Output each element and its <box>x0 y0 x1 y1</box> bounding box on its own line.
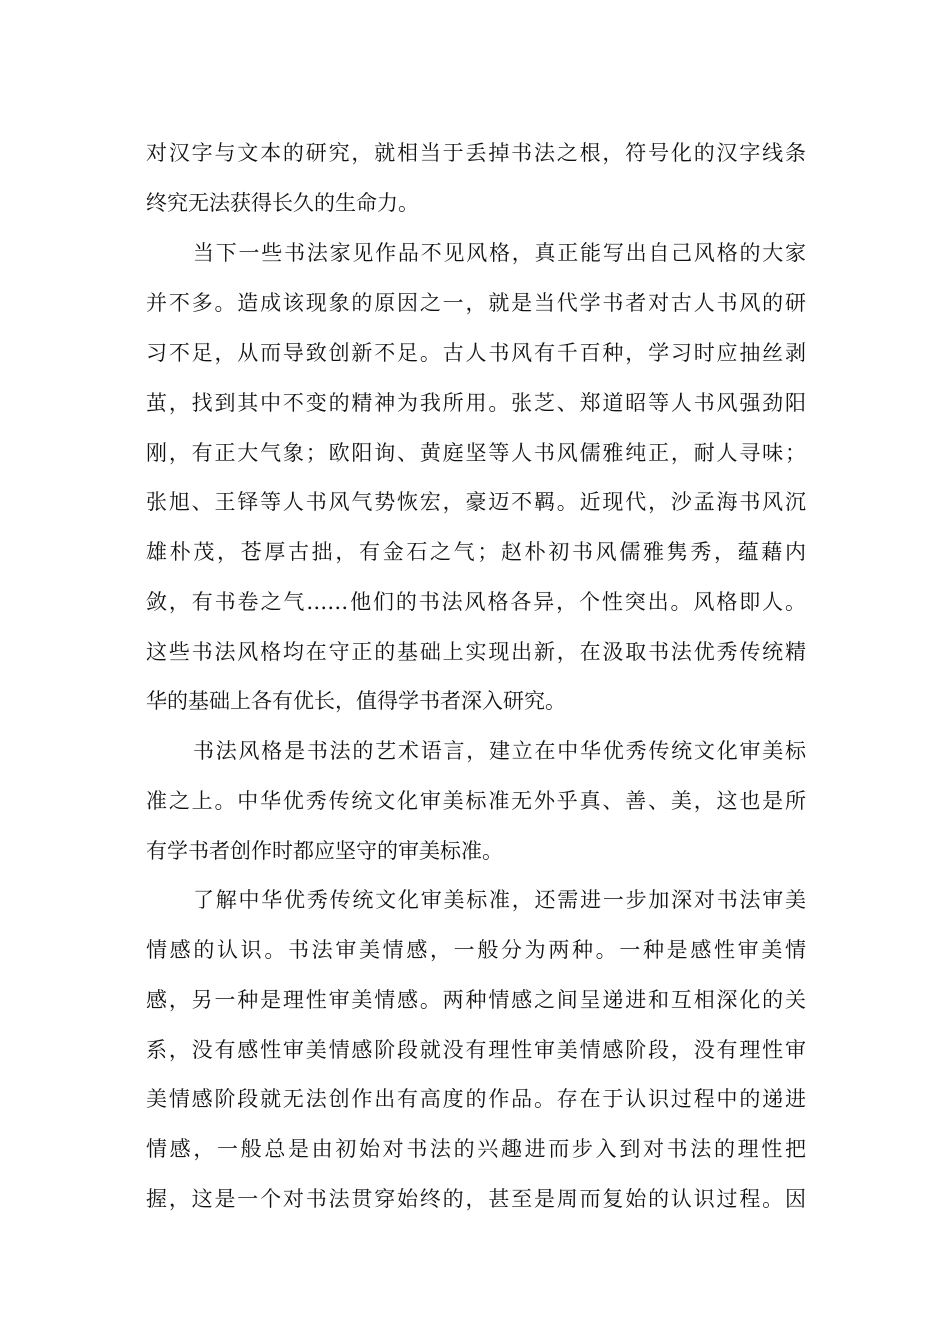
paragraph-first-line: 书法风格是书法的艺术语言，建立在中华优秀传统文化审美标 <box>193 739 806 763</box>
text-line: 系，没有感性审美情感阶段就没有理性审美情感阶段，没有理性审 <box>146 1038 806 1062</box>
text-line: 华的基础上各有优长，值得学书者深入研究。 <box>146 689 566 713</box>
text-line: 对汉字与文本的研究，就相当于丢掉书法之根，符号化的汉字线条 <box>146 141 806 165</box>
text-line: 茧，找到其中不变的精神为我所用。张芝、郑道昭等人书风强劲阳 <box>146 391 806 415</box>
text-line: 情感，一般总是由初始对书法的兴趣进而步入到对书法的理性把 <box>146 1137 806 1161</box>
text-line: 美情感阶段就无法创作出有高度的作品。存在于认识过程中的递进 <box>146 1087 806 1111</box>
text-line: 习不足，从而导致创新不足。古人书风有千百种，学习时应抽丝剥 <box>146 341 806 365</box>
text-line: 准之上。中华优秀传统文化审美标准无外乎真、善、美，这也是所 <box>146 789 806 813</box>
text-line: 张旭、王铎等人书风气势恢宏，豪迈不羁。近现代，沙孟海书风沉 <box>146 490 806 514</box>
text-line: 敛，有书卷之气……他们的书法风格各异，个性突出。风格即人。 <box>146 590 806 614</box>
text-line: 雄朴茂，苍厚古拙，有金石之气；赵朴初书风儒雅隽秀，蕴藉内 <box>146 540 806 564</box>
paragraph-first-line: 当下一些书法家见作品不见风格，真正能写出自己风格的大家 <box>193 241 806 265</box>
text-line: 并不多。造成该现象的原因之一，就是当代学书者对古人书风的研 <box>146 291 806 315</box>
paragraph-first-line: 了解中华优秀传统文化审美标准，还需进一步加深对书法审美 <box>193 888 806 912</box>
text-line: 握，这是一个对书法贯穿始终的，甚至是周而复始的认识过程。因 <box>146 1187 806 1211</box>
text-line: 这些书法风格均在守正的基础上实现出新，在汲取书法优秀传统精 <box>146 640 806 664</box>
text-line: 刚，有正大气象；欧阳询、黄庭坚等人书风儒雅纯正，耐人寻味； <box>146 441 806 465</box>
text-line: 情感的认识。书法审美情感，一般分为两种。一种是感性审美情 <box>146 938 806 962</box>
text-line: 感，另一种是理性审美情感。两种情感之间呈递进和互相深化的关 <box>146 988 806 1012</box>
text-line: 有学书者创作时都应坚守的审美标准。 <box>146 839 503 863</box>
text-line: 终究无法获得长久的生命力。 <box>146 191 419 215</box>
